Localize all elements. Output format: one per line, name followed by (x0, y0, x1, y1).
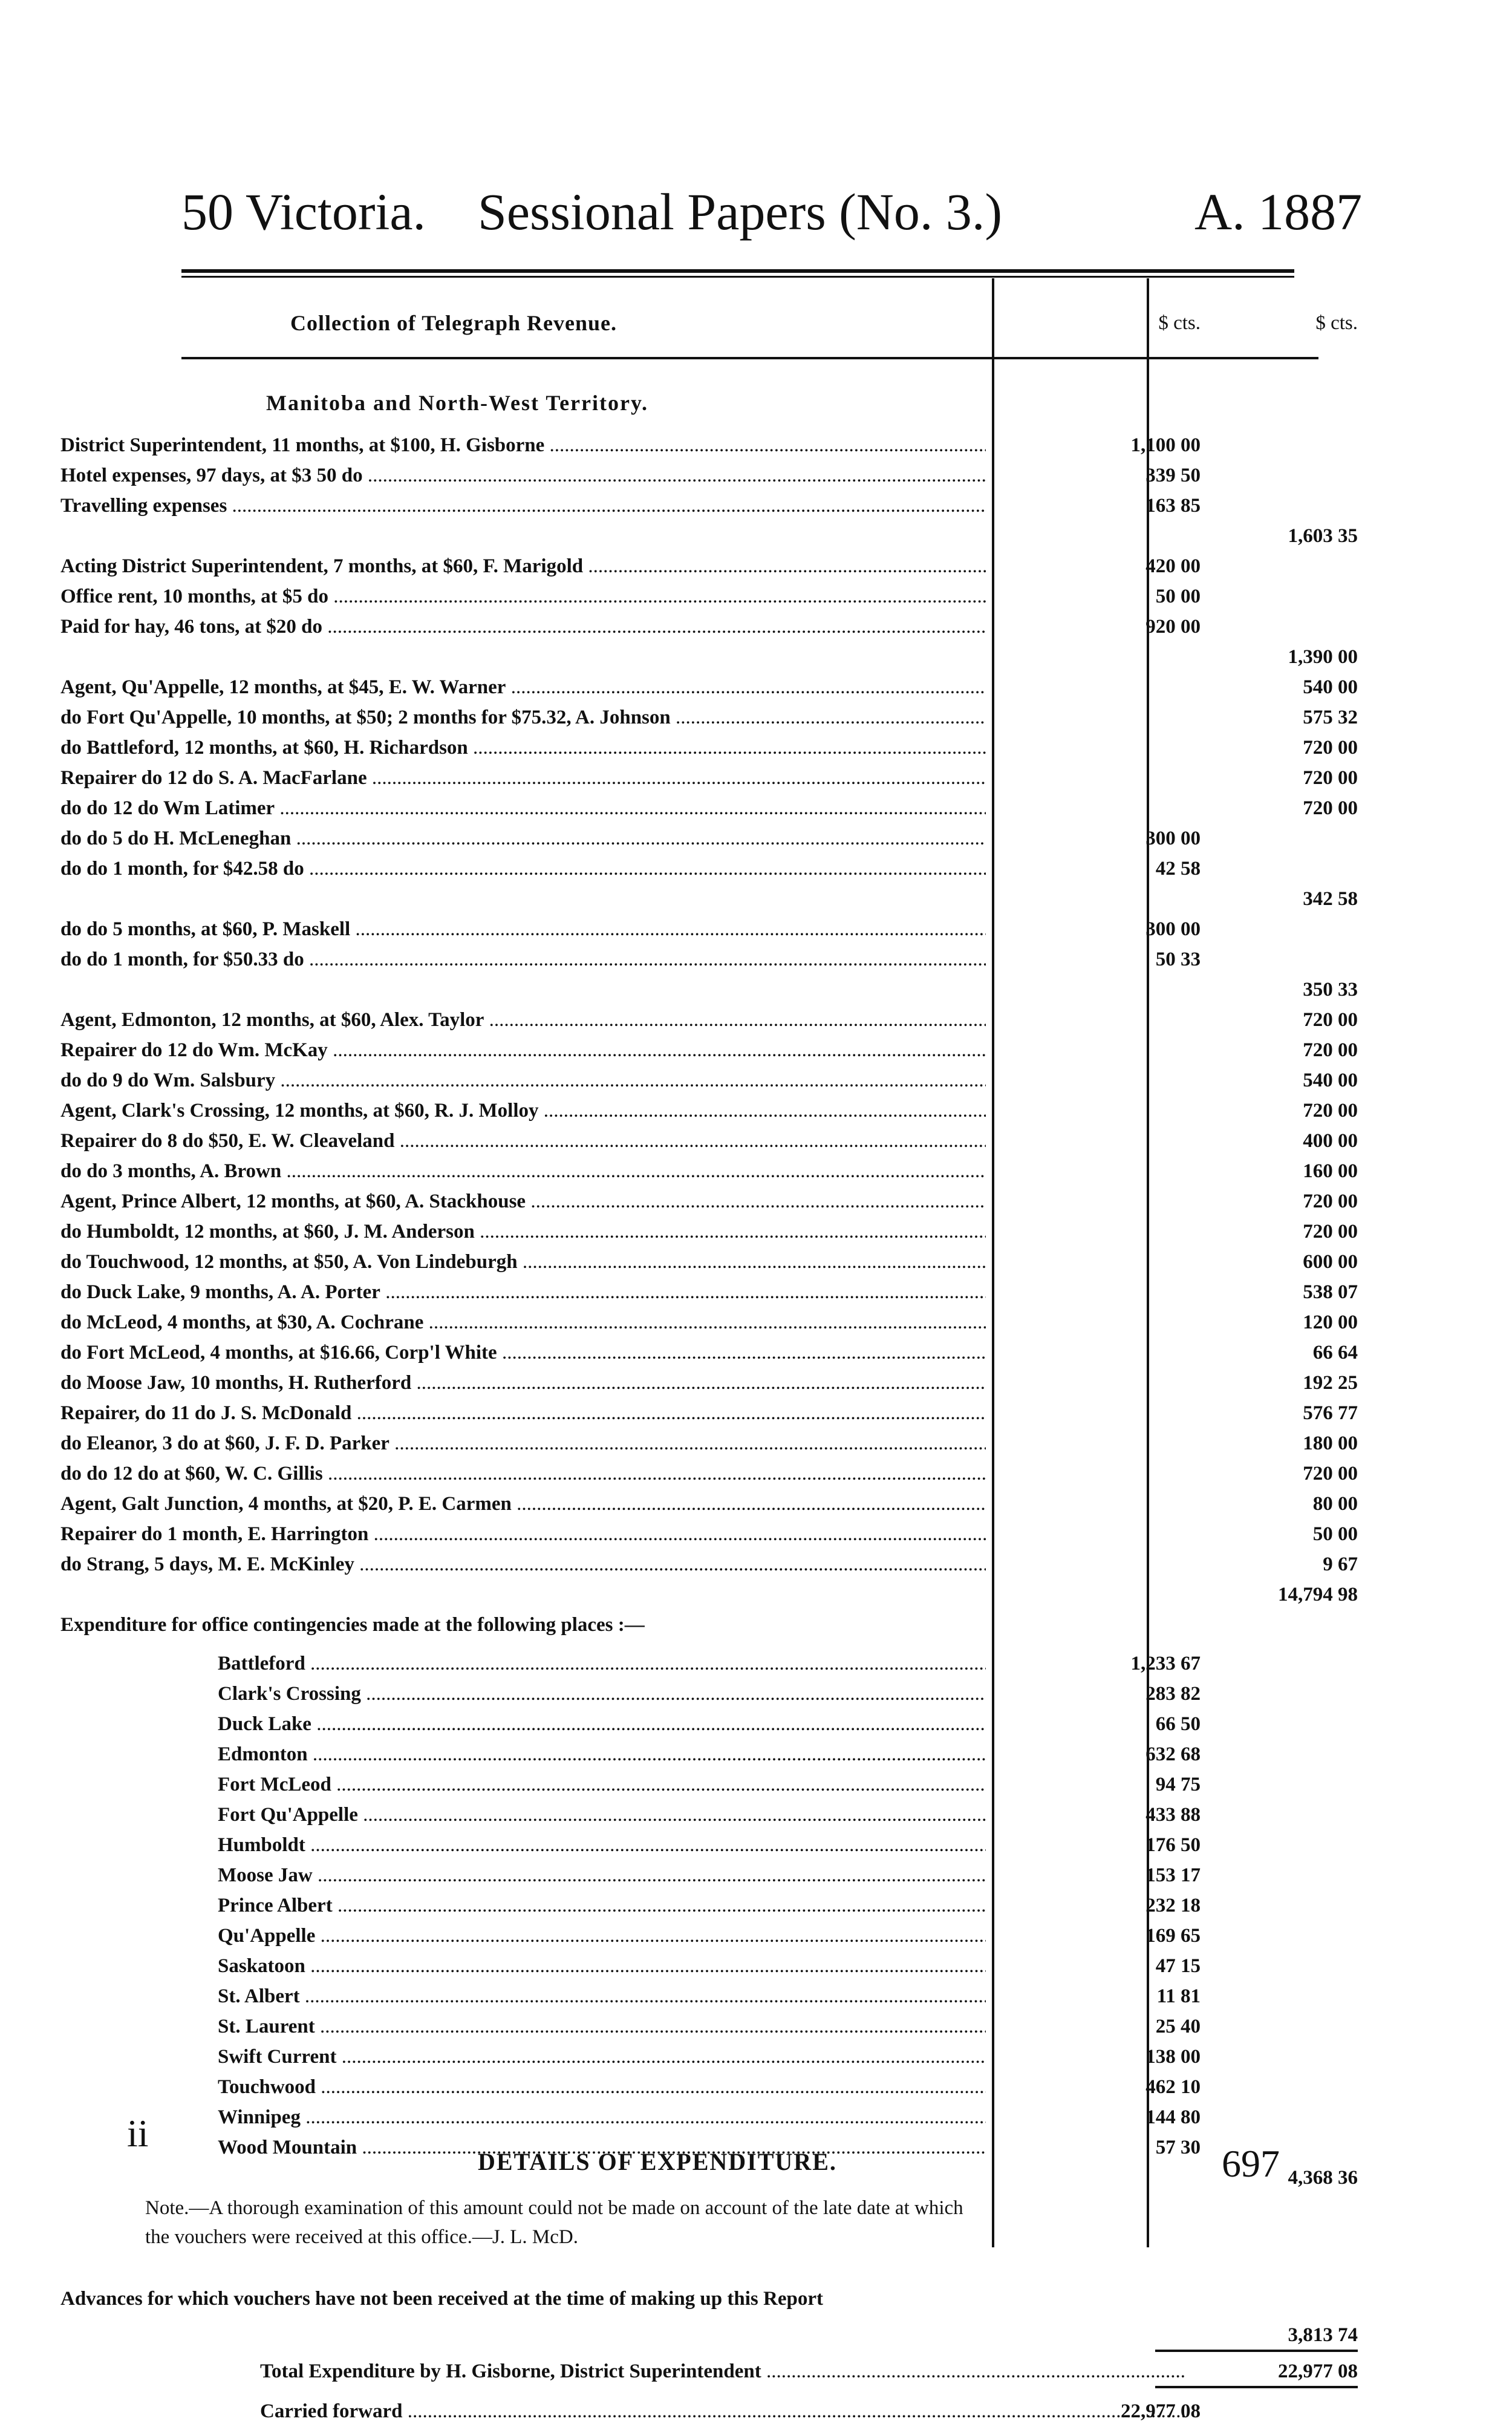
place-name: Duck Lake ..... (218, 1710, 986, 1739)
place-name: Battleford ..... (218, 1649, 986, 1678)
advances-row (60, 2284, 1358, 2357)
row-amount-2: 1,603 35 (1288, 525, 1358, 547)
total-amount: 22,977 08 (1155, 2357, 1358, 2388)
sessional-papers-label: Sessional Papers (No. 3.) (478, 183, 1003, 241)
row-description: do Humboldt, 12 months, at $60, J. M. Anderson ..... (60, 1217, 986, 1246)
place-amount: 462 10 (1145, 2076, 1201, 2098)
table-row (60, 1338, 1358, 1368)
row-amount-2: 720 00 (1303, 1463, 1358, 1485)
places-total: 4,368 36 (1288, 2167, 1358, 2189)
place-row (60, 2042, 1318, 2073)
row-description: Agent, Clark's Crossing, 12 months, at $60, R. J. Molloy ..... (60, 1096, 986, 1125)
table-row (60, 854, 1318, 884)
place-row (60, 2073, 1318, 2103)
expenditure-intro-row (60, 1610, 1318, 1649)
table-row (60, 945, 1318, 975)
row-amount-2: 1,390 00 (1288, 646, 1358, 668)
table-row (60, 824, 1318, 854)
place-amount: 433 88 (1145, 1804, 1201, 1826)
row-amount-2: 600 00 (1303, 1251, 1358, 1273)
table-row (60, 612, 1318, 642)
line-items (60, 431, 1358, 1580)
row-amount-2: 720 00 (1303, 1191, 1358, 1212)
row-description: Hotel expenses, 97 days, at $3 50 do ..... (60, 461, 986, 490)
place-name: Moose Jaw ..... (218, 1861, 986, 1890)
advances-text: Advances for which vouchers have not been received at the time of making up this Report (60, 2288, 823, 2310)
row-amount-2: 720 00 (1303, 1100, 1358, 1122)
place-amount: 66 50 (1155, 1713, 1201, 1735)
page-header (0, 181, 1512, 260)
row-description: Agent, Qu'Appelle, 12 months, at $45, E. W. Warner ..... (60, 673, 986, 702)
row-amount-1: 50 33 (1155, 949, 1201, 970)
place-row (60, 1679, 1318, 1710)
table-row (60, 1489, 1358, 1520)
table-row (60, 1308, 1358, 1338)
row-description: Agent, Prince Albert, 12 months, at $60, A. Stackhouse ..... (60, 1187, 986, 1216)
table-row (60, 431, 1318, 461)
row-amount-1: 50 00 (1155, 586, 1201, 607)
table-row (60, 975, 1358, 1005)
row-description: Travelling expenses ..... (60, 491, 986, 520)
table-row (60, 1126, 1358, 1157)
table-row (60, 552, 1318, 582)
row-amount-2: 540 00 (1303, 676, 1358, 698)
advances-amount: 3,813 74 (1155, 2321, 1358, 2352)
place-name: Fort McLeod ..... (218, 1770, 986, 1799)
place-name: Clark's Crossing ..... (218, 1679, 986, 1708)
place-amount: 283 82 (1145, 1683, 1201, 1705)
row-description: Repairer do 12 do S. A. MacFarlane ..... (60, 763, 986, 792)
row-description: do McLeod, 4 months, at $30, A. Cochrane ..... (60, 1308, 986, 1337)
place-amount: 11 81 (1156, 1985, 1201, 2007)
row-amount-1: 420 00 (1145, 555, 1201, 577)
header-rule-thin (181, 276, 1294, 278)
row-amount-2: 575 32 (1303, 707, 1358, 728)
table-row (60, 1278, 1358, 1308)
table-row (60, 1187, 1358, 1217)
header-divider (181, 357, 1318, 359)
row-amount-2: 720 00 (1303, 1009, 1358, 1031)
row-amount-1: 920 00 (1145, 616, 1201, 638)
footer-left-mark: ii (127, 2112, 149, 2155)
row-amount-1: 163 85 (1145, 495, 1201, 517)
row-amount-2: 720 00 (1303, 1039, 1358, 1061)
place-amount: 25 40 (1155, 2016, 1201, 2037)
expenditure-table (60, 284, 1358, 2427)
place-row (60, 1861, 1318, 1891)
row-amount-2: 720 00 (1303, 797, 1358, 819)
row-amount-2: 66 64 (1312, 1342, 1358, 1364)
row-amount-2: 576 77 (1303, 1402, 1358, 1424)
row-amount-2: 540 00 (1303, 1070, 1358, 1091)
table-row (60, 1550, 1358, 1580)
row-description: do do 5 do H. McLeneghan ..... (60, 824, 986, 853)
row-description: do Strang, 5 days, M. E. McKinley ..... (60, 1550, 986, 1579)
place-amount: 232 18 (1145, 1895, 1201, 1916)
place-row (60, 2012, 1318, 2042)
place-name: Saskatoon ..... (218, 1952, 986, 1981)
table-row (60, 1217, 1358, 1247)
place-amount: 632 68 (1145, 1743, 1201, 1765)
table-row (60, 1157, 1358, 1187)
carried-forward-row (60, 2397, 1318, 2427)
table-row (60, 582, 1318, 612)
session-label: 50 Victoria. (181, 183, 426, 241)
table-row (60, 1429, 1358, 1459)
table-row (60, 491, 1318, 521)
row-description: Paid for hay, 46 tons, at $20 do ..... (60, 612, 986, 641)
row-description: do Eleanor, 3 do at $60, J. F. D. Parker ..... (60, 1429, 986, 1458)
row-description: do Fort Qu'Appelle, 10 months, at $50; 2 months for $75.32, A. Johnson ..... (60, 703, 986, 732)
place-amount: 176 50 (1145, 1834, 1201, 1856)
place-name: St. Albert ..... (218, 1982, 986, 2011)
place-amount: 47 15 (1155, 1955, 1201, 1977)
place-name: Humboldt ..... (218, 1831, 986, 1860)
row-amount-2: 50 00 (1312, 1523, 1358, 1545)
table-row (60, 915, 1318, 945)
table-row (60, 733, 1358, 763)
row-description: Agent, Edmonton, 12 months, at $60, Alex. Taylor ..... (60, 1005, 986, 1034)
table-row (60, 1066, 1358, 1096)
row-amount-1: 42 58 (1155, 858, 1201, 880)
row-description: Acting District Superintendent, 7 months, at $60, F. Marigold ..... (60, 552, 986, 581)
row-amount-2: 80 00 (1312, 1493, 1358, 1515)
page-number: 697 (1222, 2142, 1280, 2185)
row-description: do do 9 do Wm. Salsbury ..... (60, 1066, 986, 1095)
carried-forward-amount: 22,977 08 (1121, 2400, 1201, 2422)
row-description: do do 1 month, for $42.58 do ..... (60, 854, 986, 883)
row-description: Repairer, do 11 do J. S. McDonald ..... (60, 1399, 986, 1428)
row-amount-2: 720 00 (1303, 767, 1358, 789)
place-name: Qu'Appelle ..... (218, 1921, 986, 1950)
section-title: Manitoba and North-West Territory. (266, 391, 648, 415)
column-header-2: $ cts. (1315, 312, 1358, 334)
place-row (60, 1710, 1318, 1740)
row-amount-1: 300 00 (1145, 828, 1201, 849)
row-amount-2: 400 00 (1303, 1130, 1358, 1152)
table-row (60, 1459, 1358, 1489)
row-amount-2: 720 00 (1303, 1221, 1358, 1243)
place-amount: 169 65 (1145, 1925, 1201, 1947)
table-row (60, 1520, 1358, 1550)
table-row (60, 461, 1318, 491)
row-amount-2: 192 25 (1303, 1372, 1358, 1394)
place-amount: 94 75 (1155, 1774, 1201, 1795)
note-row (60, 2193, 1318, 2284)
row-description: do Fort McLeod, 4 months, at $16.66, Corp'l White ..... (60, 1338, 986, 1367)
table-row (60, 1036, 1358, 1066)
row-description: do Duck Lake, 9 months, A. A. Porter ..... (60, 1278, 986, 1307)
table-title: Collection of Telegraph Revenue. (290, 311, 617, 335)
place-name: Winnipeg ..... (218, 2103, 986, 2132)
row-amount-1: 1,100 00 (1130, 434, 1201, 456)
table-row (60, 1368, 1358, 1399)
row-description: Office rent, 10 months, at $5 do ..... (60, 582, 986, 611)
row-description: do do 12 do at $60, W. C. Gillis ..... (60, 1459, 986, 1488)
row-amount-2: 342 58 (1303, 888, 1358, 910)
place-row (60, 1831, 1318, 1861)
row-amount-2: 538 07 (1303, 1281, 1358, 1303)
place-row (60, 1649, 1318, 1679)
table-row (60, 1399, 1358, 1429)
subtotal-row (60, 1580, 1358, 1610)
table-row (60, 521, 1358, 552)
table-row (60, 673, 1358, 703)
place-name: Wood Mountain ..... (218, 2133, 986, 2162)
year-label: A. 1887 (1194, 183, 1363, 241)
table-row (60, 763, 1358, 794)
table-row (60, 1005, 1358, 1036)
table-header-row (60, 284, 1358, 357)
place-name: Edmonton ..... (218, 1740, 986, 1769)
footer-title: DETAILS OF EXPENDITURE. (478, 2148, 837, 2175)
place-row (60, 1952, 1318, 1982)
row-description: do do 3 months, A. Brown ..... (60, 1157, 986, 1186)
row-amount-2: 180 00 (1303, 1432, 1358, 1454)
row-amount-2: 9 67 (1323, 1553, 1358, 1575)
row-amount-2: 350 33 (1303, 979, 1358, 1001)
place-row (60, 1770, 1318, 1800)
row-amount-1: 339 50 (1145, 465, 1201, 486)
places-list (60, 1649, 1318, 2163)
row-description: do do 12 do Wm Latimer ..... (60, 794, 986, 823)
place-row (60, 1740, 1318, 1770)
column-header-1: $ cts. (1158, 312, 1201, 334)
table-row (60, 884, 1358, 915)
row-description: District Superintendent, 11 months, at $100, H. Gisborne ..... (60, 431, 986, 460)
total-text: Total Expenditure by H. Gisborne, District Superintendent ..... (260, 2357, 1185, 2386)
place-row (60, 1891, 1318, 1921)
place-name: St. Laurent ..... (218, 2012, 986, 2041)
row-description: Repairer do 8 do $50, E. W. Cleaveland ..... (60, 1126, 986, 1155)
place-row (60, 1982, 1318, 2012)
place-amount: 153 17 (1145, 1864, 1201, 1886)
subtotal-amount: 14,794 98 (1278, 1584, 1358, 1605)
place-name: Swift Current ..... (218, 2042, 986, 2071)
note-text: Note.—A thorough examination of this amount could not be made on account of the late date at which the vouchers were received at this office.—J. L. McD. (145, 2197, 963, 2248)
row-description: do Touchwood, 12 months, at $50, A. Von Lindeburgh ..... (60, 1247, 986, 1276)
table-row (60, 703, 1358, 733)
table-row (60, 1096, 1358, 1126)
place-row (60, 2103, 1318, 2133)
total-row (60, 2357, 1358, 2387)
place-name: Prince Albert ..... (218, 1891, 986, 1920)
place-row (60, 1800, 1318, 1831)
row-amount-2: 720 00 (1303, 737, 1358, 759)
place-row (60, 1921, 1318, 1952)
place-name: Fort Qu'Appelle ..... (218, 1800, 986, 1829)
place-amount: 144 80 (1145, 2106, 1201, 2128)
table-row (60, 1247, 1358, 1278)
expenditure-intro: Expenditure for office contingencies made at the following places :— (60, 1614, 645, 1636)
row-description: do do 1 month, for $50.33 do ..... (60, 945, 986, 974)
row-description: Agent, Galt Junction, 4 months, at $20, P. E. Carmen ..... (60, 1489, 986, 1518)
section-title-row (60, 364, 1318, 431)
row-description: do Battleford, 12 months, at $60, H. Richardson ..... (60, 733, 986, 762)
row-amount-2: 160 00 (1303, 1160, 1358, 1182)
row-amount-2: 120 00 (1303, 1311, 1358, 1333)
row-description: Repairer do 12 do Wm. McKay ..... (60, 1036, 986, 1065)
place-amount: 57 30 (1155, 2137, 1201, 2158)
place-name: Touchwood ..... (218, 2073, 986, 2102)
carried-forward-text: Carried forward ..... (260, 2397, 1185, 2426)
table-row (60, 794, 1358, 824)
place-amount: 138 00 (1145, 2046, 1201, 2068)
header-rule-thick (181, 269, 1294, 273)
row-description: do do 5 months, at $60, P. Maskell ..... (60, 915, 986, 944)
row-description: do Moose Jaw, 10 months, H. Rutherford ..... (60, 1368, 986, 1397)
row-amount-1: 300 00 (1145, 918, 1201, 940)
row-description: Repairer do 1 month, E. Harrington ..... (60, 1520, 986, 1549)
table-row (60, 642, 1358, 673)
place-amount: 1,233 67 (1130, 1653, 1201, 1674)
